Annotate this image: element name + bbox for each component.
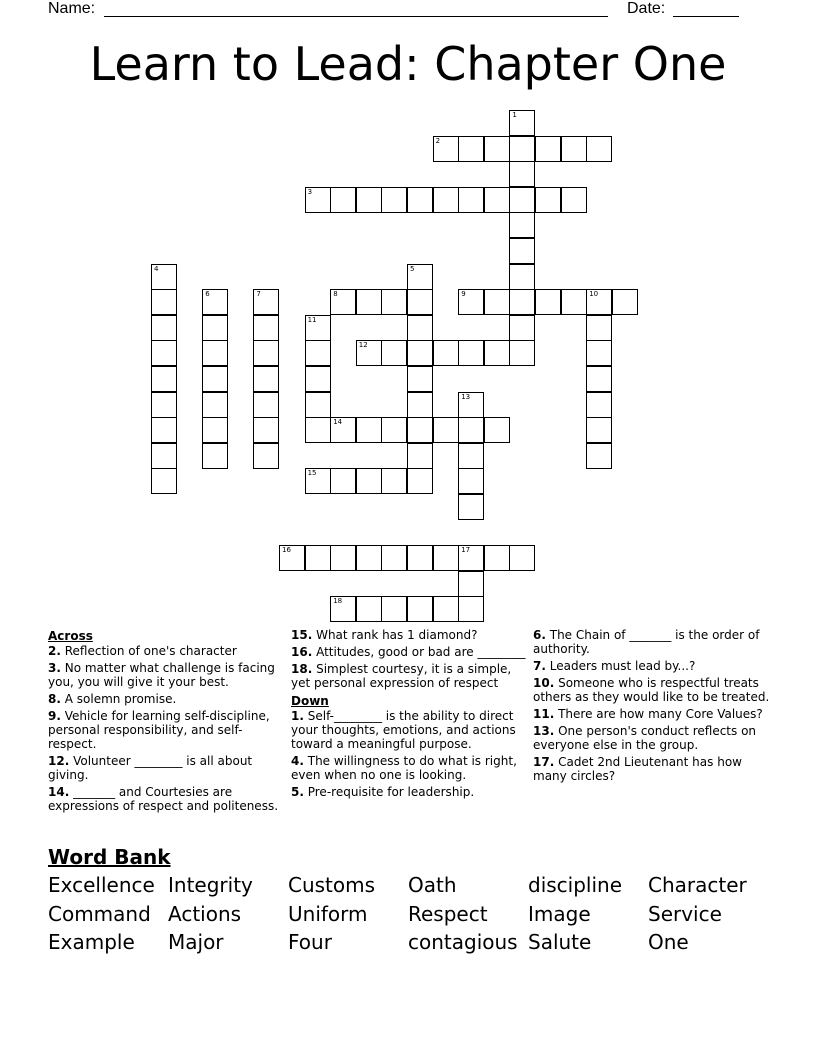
- grid-cell[interactable]: [381, 596, 407, 622]
- grid-cell[interactable]: [330, 289, 356, 315]
- grid-cell[interactable]: [484, 417, 510, 443]
- grid-cell[interactable]: [586, 443, 612, 469]
- grid-cell[interactable]: [586, 392, 612, 418]
- grid-cell[interactable]: [535, 289, 561, 315]
- grid-cell[interactable]: [586, 417, 612, 443]
- grid-cell[interactable]: [433, 545, 459, 571]
- grid-cell[interactable]: [509, 136, 535, 162]
- grid-cell[interactable]: [586, 366, 612, 392]
- grid-cell[interactable]: [407, 366, 433, 392]
- grid-cell[interactable]: [433, 596, 459, 622]
- word-bank-item: Integrity: [168, 873, 253, 897]
- grid-cell[interactable]: [407, 417, 433, 443]
- clue-number: 10: [589, 290, 599, 299]
- grid-cell[interactable]: [330, 468, 356, 494]
- clue-number: 5.: [291, 785, 304, 799]
- grid-cell[interactable]: [381, 545, 407, 571]
- grid-cell[interactable]: [433, 340, 459, 366]
- grid-cell[interactable]: [407, 392, 433, 418]
- grid-cell[interactable]: [509, 545, 535, 571]
- grid-cell[interactable]: [305, 340, 331, 366]
- clue-number: 11.: [533, 707, 555, 721]
- grid-cell[interactable]: [356, 468, 382, 494]
- grid-cell[interactable]: [458, 340, 484, 366]
- grid-cell[interactable]: [305, 315, 331, 341]
- clue-number: 18.: [291, 662, 313, 676]
- grid-cell[interactable]: [586, 289, 612, 315]
- clue: 11. There are how many Core Values?: [533, 707, 763, 721]
- clue: 2. Reflection of one's character: [48, 644, 237, 658]
- word-bank-item: Excellence: [48, 873, 155, 897]
- word-bank-item: Respect: [408, 901, 488, 926]
- grid-cell[interactable]: [202, 340, 228, 366]
- word-bank-item: contagious: [408, 930, 518, 954]
- grid-cell[interactable]: [509, 161, 535, 187]
- clue-number: 14.: [48, 785, 70, 799]
- grid-cell[interactable]: [407, 340, 433, 366]
- clue: 8. A solemn promise.: [48, 692, 177, 706]
- grid-cell[interactable]: [151, 340, 177, 366]
- grid-cell[interactable]: [356, 545, 382, 571]
- clue-number: 15: [307, 469, 317, 478]
- word-bank-item: Actions: [168, 901, 242, 926]
- grid-cell[interactable]: [561, 136, 587, 162]
- clue-number: 3: [307, 187, 313, 196]
- word-bank-item: One: [648, 930, 689, 954]
- word-bank-item: Character: [648, 873, 747, 897]
- grid-cell[interactable]: [202, 315, 228, 341]
- grid-cell[interactable]: [509, 340, 535, 366]
- grid-cell[interactable]: [151, 443, 177, 469]
- grid-cell[interactable]: [305, 366, 331, 392]
- clue-number: 1.: [291, 709, 304, 723]
- word-bank-item: Uniform: [288, 901, 368, 926]
- grid-cell[interactable]: [509, 264, 535, 290]
- grid-cell[interactable]: [484, 136, 510, 162]
- clue-number: 1: [512, 111, 517, 119]
- grid-cell[interactable]: [356, 596, 382, 622]
- clue-number: 18: [333, 597, 343, 606]
- clue-number: 16.: [291, 645, 313, 659]
- grid-cell[interactable]: [433, 136, 459, 162]
- grid-cell[interactable]: [509, 238, 535, 264]
- grid-cell[interactable]: [407, 443, 433, 469]
- grid-cell[interactable]: [151, 289, 177, 315]
- clue: 4. The willingness to do what is right, even when no one is looking.: [291, 754, 517, 782]
- clues-column-2: [291, 628, 531, 802]
- grid-cell[interactable]: [586, 136, 612, 162]
- grid-cell[interactable]: [407, 187, 433, 213]
- grid-cell[interactable]: [407, 289, 433, 315]
- grid-cell[interactable]: [509, 110, 535, 136]
- clue-number: 9.: [48, 709, 61, 723]
- grid-cell[interactable]: [535, 187, 561, 213]
- grid-cell[interactable]: [381, 468, 407, 494]
- grid-cell[interactable]: [484, 340, 510, 366]
- grid-cell[interactable]: [458, 392, 484, 418]
- grid-cell[interactable]: [330, 187, 356, 213]
- clue-number: 4: [154, 264, 159, 273]
- grid-cell[interactable]: [305, 187, 331, 213]
- clue: 12. Volunteer ________ is all about giving.: [48, 754, 253, 782]
- clue: 6. The Chain of _______ is the order of authority.: [533, 628, 760, 656]
- clue-number: 2.: [48, 644, 61, 658]
- clue-number: 3.: [48, 661, 61, 675]
- grid-cell[interactable]: [253, 340, 279, 366]
- grid-cell[interactable]: [407, 468, 433, 494]
- grid-cell[interactable]: [381, 417, 407, 443]
- word-bank-item: Four: [288, 930, 332, 954]
- word-bank: [48, 844, 778, 957]
- word-bank-item: Major: [168, 930, 224, 954]
- grid-cell[interactable]: [484, 545, 510, 571]
- clues-column-1: [48, 628, 288, 816]
- grid-cell[interactable]: [458, 289, 484, 315]
- grid-cell[interactable]: [381, 289, 407, 315]
- grid-cell[interactable]: [253, 443, 279, 469]
- grid-cell[interactable]: [151, 468, 177, 494]
- clue-number: 13.: [533, 724, 555, 738]
- grid-cell[interactable]: [509, 212, 535, 238]
- clue-number: 4.: [291, 754, 304, 768]
- word-bank-item: Command: [48, 901, 151, 926]
- grid-cell[interactable]: [279, 545, 305, 571]
- grid-cell[interactable]: [356, 417, 382, 443]
- word-bank-item: Salute: [528, 930, 592, 954]
- clue-number: 14: [333, 418, 343, 427]
- word-bank-item: Service: [648, 901, 722, 926]
- clue-number: 7.: [533, 659, 546, 673]
- grid-cell[interactable]: [202, 289, 228, 315]
- clue-number: 12: [358, 341, 368, 350]
- clue: 3. No matter what challenge is facing you, you will give it your best.: [48, 661, 275, 689]
- clue-number: 8.: [48, 692, 61, 706]
- across-heading: Across: [48, 629, 93, 643]
- clue: 5. Pre-requisite for leadership.: [291, 785, 475, 799]
- grid-cell[interactable]: [586, 340, 612, 366]
- clue: 16. Attitudes, good or bad are ________: [291, 645, 526, 659]
- grid-cell[interactable]: [253, 289, 279, 315]
- page-title: Learn to Lead: Chapter One: [89, 37, 727, 91]
- grid-cell[interactable]: [330, 545, 356, 571]
- grid-cell[interactable]: [330, 417, 356, 443]
- date-label: Date:: [627, 0, 666, 17]
- clue-number: 15.: [291, 628, 313, 642]
- grid-cell[interactable]: [509, 315, 535, 341]
- grid-cell[interactable]: [458, 187, 484, 213]
- grid-cell[interactable]: [202, 443, 228, 469]
- grid-cell[interactable]: [561, 187, 587, 213]
- grid-cell[interactable]: [484, 289, 510, 315]
- grid-cell[interactable]: [458, 545, 484, 571]
- clue-number: 13: [461, 392, 471, 401]
- grid-cell[interactable]: [458, 417, 484, 443]
- grid-cell[interactable]: [305, 392, 331, 418]
- grid-cell[interactable]: [253, 417, 279, 443]
- clue-number: 16: [282, 546, 291, 555]
- word-bank-item: discipline: [528, 873, 623, 897]
- word-bank-list: [48, 871, 778, 957]
- clue-number: 17.: [533, 755, 555, 769]
- clue: 13. One person's conduct reflects on everyone else in the group.: [533, 724, 757, 752]
- clue-number: 11: [307, 315, 317, 324]
- grid-cell[interactable]: [407, 545, 433, 571]
- clue: 9. Vehicle for learning self-discipline, personal responsibility, and self-respect.: [48, 709, 270, 751]
- down-heading: Down: [291, 694, 329, 708]
- clue-number: 6.: [533, 628, 546, 642]
- grid-cell[interactable]: [458, 494, 484, 520]
- grid-cell[interactable]: [356, 340, 382, 366]
- grid-cell[interactable]: [407, 596, 433, 622]
- grid-cell[interactable]: [356, 289, 382, 315]
- grid-cell[interactable]: [356, 187, 382, 213]
- clue: 15. What rank has 1 diamond?: [291, 628, 478, 642]
- clue: 17. Cadet 2nd Lieutenant has how many circles?: [533, 755, 742, 783]
- grid-cell[interactable]: [535, 136, 561, 162]
- name-label: Name:: [48, 0, 96, 17]
- grid-cell[interactable]: [253, 366, 279, 392]
- grid-cell[interactable]: [433, 417, 459, 443]
- grid-cell[interactable]: [381, 340, 407, 366]
- clue: 1. Self-________ is the ability to direct your thoughts, emotions, and actions toward a meaningful purpose.: [291, 709, 516, 751]
- grid-cell[interactable]: [202, 366, 228, 392]
- grid-cell[interactable]: [151, 392, 177, 418]
- grid-cell[interactable]: [561, 289, 587, 315]
- clue: 14. _______ and Courtesies are expressions of respect and politeness.: [48, 785, 279, 813]
- clue: 18. Simplest courtesy, it is a simple, yet personal expression of respect: [291, 662, 512, 690]
- clues-column-3: [533, 628, 773, 786]
- clue-number: 12.: [48, 754, 70, 768]
- clue-number: 8: [333, 290, 338, 299]
- grid-cell[interactable]: [305, 468, 331, 494]
- grid-cell[interactable]: [151, 366, 177, 392]
- grid-cell[interactable]: [509, 187, 535, 213]
- clue-number: 5: [410, 264, 415, 273]
- grid-cell[interactable]: [458, 571, 484, 597]
- grid-cell[interactable]: [381, 187, 407, 213]
- grid-cell[interactable]: [509, 289, 535, 315]
- grid-cell[interactable]: [484, 187, 510, 213]
- grid-cell[interactable]: [305, 545, 331, 571]
- grid-cell[interactable]: [253, 392, 279, 418]
- grid-cell[interactable]: [202, 417, 228, 443]
- grid-cell[interactable]: [151, 315, 177, 341]
- clue-number: 10.: [533, 676, 555, 690]
- grid-cell[interactable]: [305, 417, 331, 443]
- word-bank-item: Customs: [288, 873, 376, 897]
- clue-number: 6: [205, 290, 210, 299]
- clue-number: 2: [435, 136, 441, 145]
- grid-cell[interactable]: [433, 187, 459, 213]
- clue: 7. Leaders must lead by...?: [533, 659, 696, 673]
- grid-cell[interactable]: [330, 596, 356, 622]
- grid-cell[interactable]: [458, 596, 484, 622]
- word-bank-item: Oath: [408, 873, 457, 897]
- word-bank-item: Image: [528, 901, 591, 926]
- word-bank-title: Word Bank: [48, 845, 171, 869]
- grid-cell[interactable]: [407, 315, 433, 341]
- grid-cell[interactable]: [253, 315, 279, 341]
- grid-cell[interactable]: [458, 136, 484, 162]
- clue: 10. Someone who is respectful treats others as they would like to be treated.: [533, 676, 770, 704]
- grid-cell[interactable]: [612, 289, 638, 315]
- grid-cell[interactable]: [151, 417, 177, 443]
- grid-cell[interactable]: [151, 264, 177, 290]
- grid-cell[interactable]: [458, 468, 484, 494]
- clue-number: 9: [461, 290, 466, 299]
- clue-number: 17: [461, 546, 471, 555]
- grid-cell[interactable]: [586, 315, 612, 341]
- clue-number: 7: [256, 290, 261, 299]
- word-bank-item: Example: [48, 930, 135, 954]
- grid-cell[interactable]: [458, 443, 484, 469]
- grid-cell[interactable]: [202, 392, 228, 418]
- grid-cell[interactable]: [407, 264, 433, 290]
